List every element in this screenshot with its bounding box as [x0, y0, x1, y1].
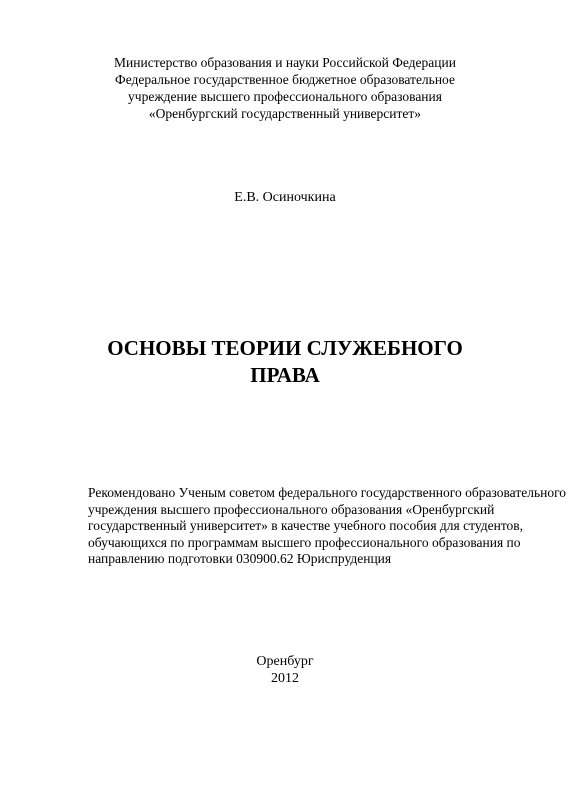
ministry-line: Министерство образования и науки Российской Федерации	[114, 55, 456, 70]
recommendation-line: учреждения высшего профессионального образования «Оренбургский	[88, 501, 495, 517]
institution-header	[0, 54, 570, 122]
author-name: Е.В. Осиночкина	[234, 190, 336, 205]
title-line-1: ОСНОВЫ ТЕОРИИ СЛУЖЕБНОГО	[107, 336, 463, 360]
institution-line-1: Федеральное государственное бюджетное образовательное	[115, 72, 455, 87]
publication-year: 2012	[271, 671, 299, 686]
recommendation-line: направлению подготовки 030900.62 Юриспруденция	[88, 551, 392, 566]
recommendation-line: обучающихся по программам высшего профессионального образования по	[88, 534, 521, 550]
publication-info	[0, 653, 570, 687]
book-title	[0, 335, 570, 389]
publication-city: Оренбург	[256, 654, 314, 669]
recommendation-text	[88, 485, 567, 568]
university-name: «Оренбургский государственный университет»	[148, 106, 422, 121]
recommendation-line: Рекомендовано Ученым советом федерального государственного образовательного	[88, 485, 567, 500]
recommendation-line: государственный университет» в качестве учебного пособия для студентов,	[88, 518, 524, 533]
institution-line-2: учреждение высшего профессионального образования	[128, 89, 442, 104]
title-line-2: ПРАВА	[250, 363, 320, 387]
